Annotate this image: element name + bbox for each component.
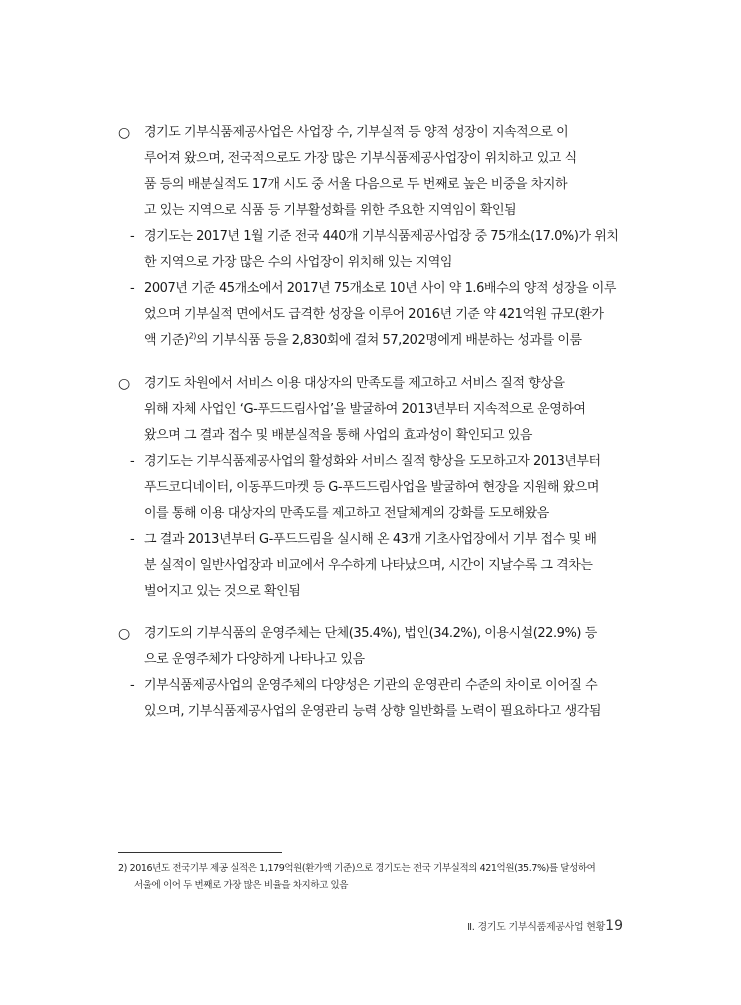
sub-paragraph-line: 기부식품제공사업의 운영주체의 다양성은 기관의 운영관리 수준의 차이로 이어질 수 (144, 678, 598, 693)
paragraph-line: 왔으며 그 결과 접수 및 배분실적을 통해 사업의 효과성이 확인되고 있음 (144, 428, 532, 443)
sub-paragraph-line: 있으며, 기부식품제공사업의 운영관리 능력 상향 일반화를 노력이 필요하다고 생각됨 (144, 704, 601, 719)
paragraph-line: 루어져 왔으며, 전국적으로도 가장 많은 기부식품제공사업장이 위치하고 있고 식 (144, 151, 577, 166)
circle-bullet-icon: ○ (118, 626, 131, 642)
footnote-reference[interactable]: 2) (188, 331, 196, 341)
paragraph-line: 고 있는 지역으로 식품 등 기부활성화를 위한 주요한 지역임이 확인됨 (144, 203, 517, 218)
sub-paragraph-line: 푸드코디네이터, 이동푸드마켓 등 G-푸드드림사업을 발굴하여 현장을 지원해 왔으며 (144, 480, 599, 495)
sub-paragraph-line: 경기도는 기부식품제공사업의 활성화와 서비스 질적 향상을 도모하고자 2013년부터 (144, 454, 601, 469)
paragraph-line: 경기도 차원에서 서비스 이용 대상자의 만족도를 제고하고 서비스 질적 향상을 (144, 376, 565, 391)
dash-bullet-icon: - (130, 678, 135, 693)
sub-paragraph-line: 한 지역으로 가장 많은 수의 사업장이 위치해 있는 지역임 (144, 255, 452, 270)
footnote-text: 서울에 이어 두 번째로 가장 많은 비율을 차지하고 있음 (134, 880, 349, 891)
running-title: Ⅱ. 경기도 기부식품제공사업 현황 (467, 922, 605, 933)
paragraph-line: 품 등의 배분실적도 17개 시도 중 서울 다음으로 두 번째로 높은 비중을 차지하 (144, 177, 568, 192)
page-number: 19 (605, 918, 623, 934)
paragraph-line: 위해 자체 사업인 ‘G-푸드드림사업’을 발굴하여 2013년부터 지속적으로 운영하여 (144, 402, 586, 417)
paragraph-line: 경기도의 기부식품의 운영주체는 단체(35.4%), 법인(34.2%), 이용시설(22.9%) 등 (144, 626, 597, 641)
text-segment: 액 기준) (144, 333, 189, 348)
sub-paragraph-line: 경기도는 2017년 1월 기준 전국 440개 기부식품제공사업장 중 75개소(17.0%)가 위치 (144, 229, 619, 244)
sub-paragraph-line: 이를 통해 이용 대상자의 만족도를 제고하고 전달체계의 강화를 도모해왔음 (144, 506, 549, 521)
sub-paragraph-line (144, 328, 582, 354)
sub-paragraph-line: 2007년 기준 45개소에서 2017년 75개소로 10년 사이 약 1.6배수의 양적 성장을 이루 (144, 281, 617, 296)
paragraph-line: 으로 운영주체가 다양하게 나타나고 있음 (144, 652, 365, 667)
dash-bullet-icon: - (130, 532, 135, 547)
sub-paragraph-line: 벌어지고 있는 것으로 확인됨 (144, 584, 301, 599)
sub-paragraph-line: 그 결과 2013년부터 G-푸드드림을 실시해 온 43개 기초사업장에서 기부 접수 및 배 (144, 532, 597, 547)
circle-bullet-icon: ○ (118, 125, 131, 141)
footnote-divider (118, 852, 282, 853)
dash-bullet-icon: - (130, 229, 135, 244)
footnote-text: 2) 2016년도 전국기부 제공 실적은 1,179억원(환가액 기준)으로 경기도는 전국 기부실적의 421억원(35.7%)를 달성하여 (118, 863, 596, 874)
dash-bullet-icon: - (130, 281, 135, 296)
text-segment: 의 기부식품 등을 2,830회에 걸쳐 57,202명에게 배분하는 성과를 이룸 (195, 333, 582, 348)
sub-paragraph-line: 분 실적이 일반사업장과 비교에서 우수하게 나타났으며, 시간이 지날수록 그 격차는 (144, 558, 593, 573)
paragraph-line: 경기도 기부식품제공사업은 사업장 수, 기부실적 등 양적 성장이 지속적으로 이 (144, 125, 569, 140)
dash-bullet-icon: - (130, 454, 135, 469)
circle-bullet-icon: ○ (118, 376, 131, 392)
sub-paragraph-line: 었으며 기부실적 면에서도 급격한 성장을 이루어 2016년 기준 약 421억원 규모(환가 (144, 307, 604, 322)
